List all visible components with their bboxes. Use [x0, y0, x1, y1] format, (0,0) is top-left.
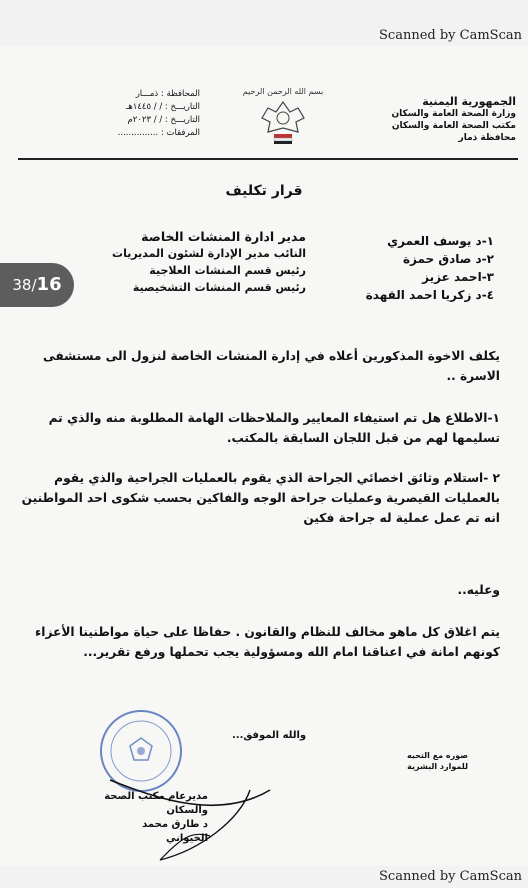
header-attachments-field: المرفقات : ...............	[117, 128, 200, 138]
task-item-2: ٢ -استلام وثائق اخصائي الجراحة الذي يقوم بالعمليات الجراحية والذي يقوم بالعمليات القيصرية وعمليات جراحة الوجه والفاكين بحسب شكوى احد المواطنين انه تم عمل عملية له جراحة فكين	[21, 471, 500, 525]
header-office: مكتب الصحة العامة والسكان	[391, 121, 516, 131]
copy-to-block	[407, 750, 468, 772]
closure-order-paragraph: يتم اغلاق كل ماهو مخالف للنظام والقانون . حفاظا على حياة مواطنينا الأعزاء كونهم امانة في اعناقنا امام الله ومسؤولية يجب تحملها ورفع تقرير...	[35, 625, 500, 659]
header-governorate-field: المحافظة : ذمـــار	[135, 89, 200, 99]
assignee-4: ٤-د زكريا احمد القهدة	[365, 288, 494, 302]
header-country: الجمهورية اليمنية	[422, 95, 516, 108]
assignees-list	[366, 232, 494, 304]
document-title: قرار تكليف	[225, 183, 303, 199]
assignee-2: ٢-د صادق حمزة	[402, 252, 494, 266]
header-left-block	[80, 88, 200, 140]
camscanner-watermark-top: Scanned by CamScan	[379, 28, 522, 43]
handwritten-signature-icon	[100, 760, 280, 870]
copy-to-line-2: للموارد البشرية	[407, 762, 468, 771]
basmala: بسم الله الرحمن الرحيم	[242, 87, 324, 96]
header-ministry: وزارة الصحة العامة والسكان	[391, 109, 516, 119]
signatory-title: مديرعام مكتب الصحة والسكان	[104, 791, 208, 816]
assignment-paragraph: يكلف الاخوة المذكورين أعلاه في إدارة المنشات الخاصة لنزول الى مستشفى الاسرة ..	[43, 349, 500, 383]
page-counter-badge: 38/16	[0, 263, 74, 307]
task-item-1: ١-الاطلاع هل تم استيفاء المعايير والملاحظات الهامة المطلوبة منه والذي تم تسليمها لهم من قبل اللجان السابقة بالمكتب.	[48, 411, 500, 445]
assignee-1: ١-د يوسف العمري	[387, 234, 494, 248]
total-pages: 38	[12, 276, 32, 294]
therefore-line: وعليه..	[457, 583, 500, 597]
document-page	[0, 46, 528, 866]
header-hijri-date-field: التاريـــخ : / / ١٤٤٥هـ	[125, 102, 200, 112]
header-governorate: محافظة ذمار	[458, 133, 516, 143]
role-4: رئيس قسم المنشات التشخيصية	[132, 281, 306, 294]
copy-to-line-1: صوره مع التحيه	[407, 751, 468, 760]
header-divider	[18, 158, 518, 160]
role-3: رئيس قسم المنشات العلاجية	[149, 264, 306, 277]
header-gregorian-date-field: التاريـــخ : / / ٢٠٢٣م	[127, 115, 200, 125]
header-right-block	[392, 96, 517, 144]
closing-phrase: والله الموفق...	[232, 730, 307, 741]
role-2: النائب مدير الإدارة لشئون المديريات	[112, 247, 306, 260]
current-page: 16	[36, 274, 62, 295]
assignee-3: ٣-احمد عزيز	[422, 270, 494, 284]
signatory-name: د طارق محمد الخيواني	[142, 819, 208, 844]
yemen-emblem-icon	[242, 82, 324, 152]
assignee-roles-list	[106, 228, 306, 296]
role-1: مدير ادارة المنشات الخاصة	[141, 229, 306, 244]
camscanner-watermark-bottom: Scanned by CamScan	[379, 869, 522, 884]
